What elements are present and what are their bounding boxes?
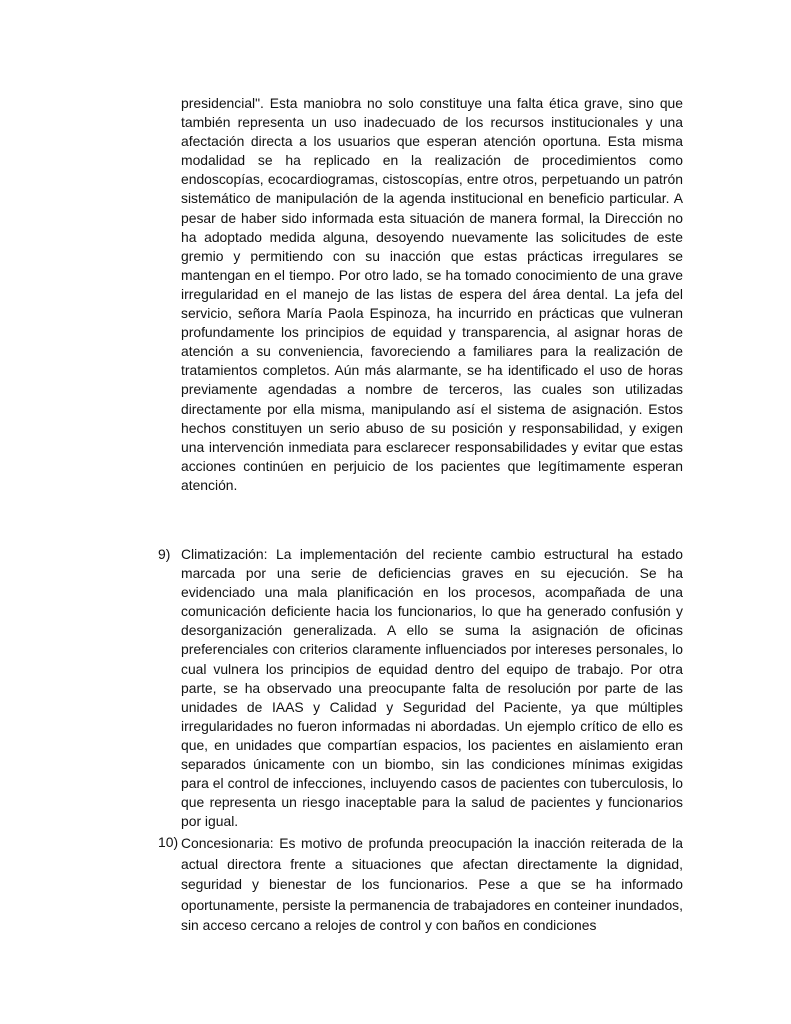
list-item-text: Concesionaria: Es motivo de profunda preocupación la inacción reiterada de la actual directora frente a situaciones que afectan directamente la dignidad, seguridad y bienestar de los funcionarios. Pese a que se ha informado oportunamente, persiste la permanencia de trabajadores en conteiner inundados, sin acceso cercano a relojes de control y con baños en condiciones <box>181 835 683 934</box>
list-item-9 <box>158 545 683 831</box>
continuation-paragraph: presidencial". Esta maniobra no solo constituye una falta ética grave, sino que también representa un uso inadecuado de los recursos institucionales y una afectación directa a los usuarios que esperan atención oportuna. Esta misma modalidad se ha replicado en la realización de procedimientos como endoscopías, ecocardiogramas, cistoscopías, entre otros, perpetuando un patrón sistemático de manipulación de la agenda institucional en beneficio particular. A pesar de haber sido informada esta situación de manera formal, la Dirección no ha adoptado medida alguna, desoyendo nuevamente las solicitudes de este gremio y permitiendo con su inacción que estas prácticas irregulares se mantengan en el tiempo. Por otro lado, se ha tomado conocimiento de una grave irregularidad en el manejo de las listas de espera del área dental. La jefa del servicio, señora María Paola Espinoza, ha incurrido en prácticas que vulneran profundamente los principios de equidad y transparencia, al asignar horas de atención a su conveniencia, favoreciendo a familiares para la realización de tratamientos completos. Aún más alarmante, se ha identificado el uso de horas previamente agendadas a nombre de terceros, las cuales son utilizadas directamente por ella misma, manipulando así el sistema de asignación. Estos hechos constituyen un serio abuso de su posición y responsabilidad, y exigen una intervención inmediata para esclarecer responsabilidades y evitar que estas acciones continúen en perjuicio de los pacientes que legítimamente esperan atención. <box>181 95 683 493</box>
list-item-10 <box>158 833 683 936</box>
list-item-text: Climatización: La implementación del reciente cambio estructural ha estado marcada por una serie de deficiencias graves en su ejecución. Se ha evidenciado una mala planificación en los procesos, acompañada de una comunicación deficiente hacia los funcionarios, lo que ha generado confusión y desorganización generalizada. A ello se suma la asignación de oficinas preferenciales con criterios claramente influenciados por intereses personales, lo cual vulnera los principios de equidad dentro del equipo de trabajo. Por otra parte, se ha observado una preocupante falta de resolución por parte de las unidades de IAAS y Calidad y Seguridad del Paciente, ya que múltiples irregularidades no fueron informadas ni abordadas. Un ejemplo crítico de ello es que, en unidades que compartían espacios, los pacientes en aislamiento eran separados únicamente con un biombo, sin las condiciones mínimas exigidas para el control de infecciones, incluyendo casos de pacientes con tuberculosis, lo que representa un riesgo inaceptable para la salud de pacientes y funcionarios por igual. <box>181 546 683 830</box>
list-item-number: 9) <box>158 546 171 562</box>
list-item-number: 10) <box>158 834 179 850</box>
